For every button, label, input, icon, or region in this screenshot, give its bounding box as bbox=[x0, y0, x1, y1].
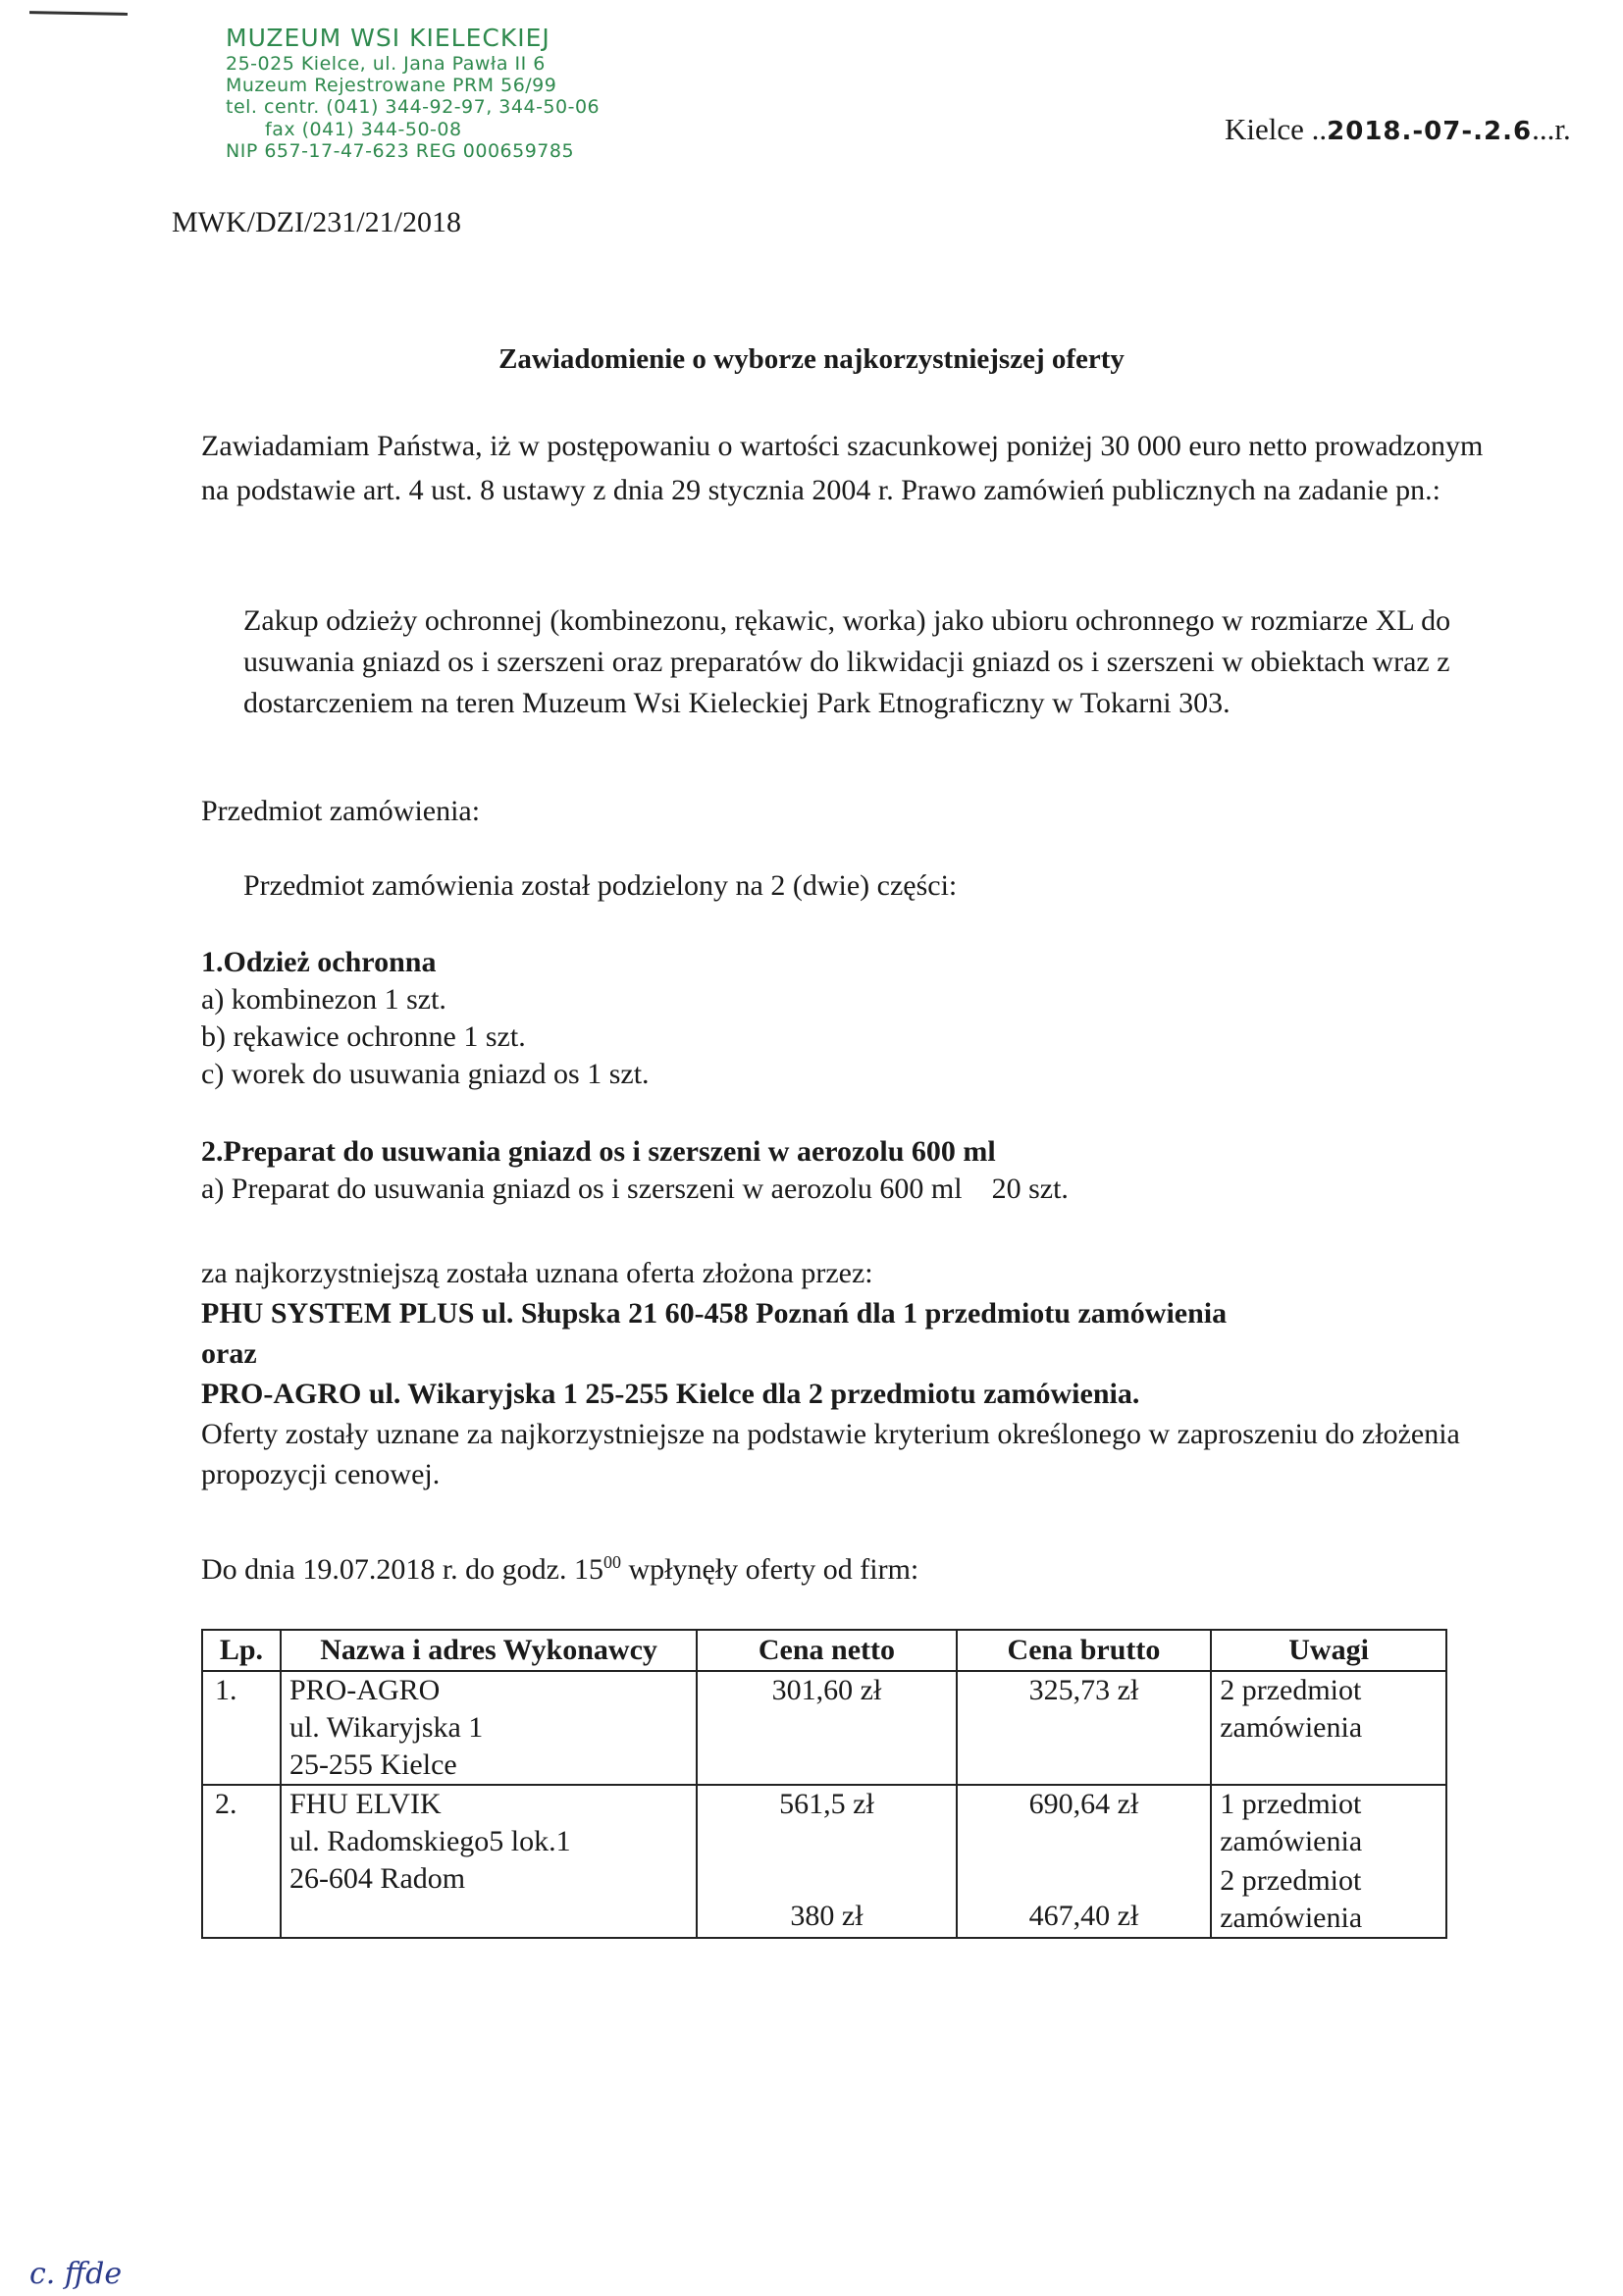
deadline-after: wpłynęły oferty od firm: bbox=[620, 1553, 919, 1586]
winner-and: oraz bbox=[201, 1337, 257, 1370]
header-lp: Lp. bbox=[202, 1630, 281, 1671]
reference-number: MWK/DZI/231/21/2018 bbox=[172, 206, 461, 238]
deadline-line bbox=[201, 1552, 918, 1587]
row-uwagi: 2 przedmiot zamówienia bbox=[1211, 1671, 1446, 1785]
contractor-name: PRO-AGRO bbox=[288, 1674, 441, 1706]
part-2 bbox=[201, 1133, 1069, 1208]
winner-section bbox=[201, 1253, 1496, 1494]
row-netto: 301,60 zł bbox=[697, 1671, 956, 1785]
table-header-row bbox=[202, 1630, 1446, 1671]
remark-2: 2 przedmiot zamówienia bbox=[1220, 1864, 1363, 1934]
document-date bbox=[1225, 112, 1571, 147]
winner-basis: Oferty zostały uznane za najkorzystniejsze na podstawie kryterium określonego w zaproszeniu do złożenia propozycji cenowej. bbox=[201, 1418, 1460, 1490]
deadline-minutes: 00 bbox=[602, 1552, 621, 1572]
scan-mark bbox=[29, 11, 128, 16]
price-brutto-1: 690,64 zł bbox=[1028, 1788, 1139, 1820]
row-lp: 2. bbox=[202, 1785, 281, 1938]
header-name: Nazwa i adres Wykonawcy bbox=[281, 1630, 697, 1671]
row-netto bbox=[697, 1785, 956, 1938]
price-netto-2: 380 zł bbox=[790, 1900, 864, 1932]
offers-table bbox=[201, 1629, 1447, 1939]
subject-heading: Przedmiot zamówienia: bbox=[201, 795, 481, 827]
contractor-street: ul. Radomskiego5 lok.1 bbox=[288, 1825, 571, 1857]
row-uwagi bbox=[1211, 1785, 1446, 1938]
stamp-line: tel. centr. (041) 344-92-97, 344-50-06 bbox=[226, 96, 601, 119]
document-title: Zawiadomienie o wyborze najkorzystniejszej oferty bbox=[498, 343, 1125, 375]
row-brutto bbox=[957, 1785, 1212, 1938]
task-description: Zakup odzieży ochronnej (kombinezonu, rękawic, worka) jako ubioru ochronnego w rozmiarze XL do usuwania gniazd os i szerszeni oraz preparatów do likwidacji gniazd os i szerszeni w obiektach wraz z dostarczeniem na teren Muzeum Wsi Kieleckiej Park Etnograficzny w Tokarni 303. bbox=[243, 604, 1451, 719]
table-row bbox=[202, 1671, 1446, 1785]
contractor-name: FHU ELVIK bbox=[288, 1788, 442, 1820]
stamp-title: MUZEUM WSI KIELECKIEJ bbox=[226, 24, 550, 52]
winner-intro: za najkorzystniejszą została uznana oferta złożona przez: bbox=[201, 1257, 873, 1289]
header-netto: Cena netto bbox=[697, 1630, 956, 1671]
winner-first: PHU SYSTEM PLUS ul. Słupska 21 60-458 Poznań dla 1 przedmiotu zamówienia bbox=[201, 1297, 1228, 1330]
date-suffix: ...r. bbox=[1532, 112, 1571, 146]
contractor-city: 26-604 Radom bbox=[288, 1862, 466, 1895]
part-1-item: a) kombinezon 1 szt. bbox=[201, 983, 446, 1016]
contractor-city: 25-255 Kielce bbox=[288, 1748, 457, 1781]
part-1 bbox=[201, 944, 650, 1093]
row-brutto: 325,73 zł bbox=[957, 1671, 1212, 1785]
subject-split: Przedmiot zamówienia został podzielony na 2 (dwie) części: bbox=[243, 869, 958, 902]
part-2-item: a) Preparat do usuwania gniazd os i szerszeni w aerozolu 600 ml 20 szt. bbox=[201, 1173, 1069, 1205]
stamp-line: fax (041) 344-50-08 bbox=[265, 118, 462, 140]
stamp-line: 25-025 Kielce, ul. Jana Pawła II 6 bbox=[226, 52, 546, 75]
remark-1: 1 przedmiot zamówienia bbox=[1220, 1788, 1363, 1857]
price-brutto-2: 467,40 zł bbox=[1028, 1900, 1139, 1932]
price-netto-1: 561,5 zł bbox=[779, 1788, 874, 1820]
intro-paragraph: Zawiadamiam Państwa, iż w postępowaniu o wartości szacunkowej poniżej 30 000 euro netto prowadzonym na podstawie art. 4 ust. 8 ustawy z dnia 29 stycznia 2004 r. Prawo zamówień publicznych na zadanie pn.: bbox=[201, 430, 1484, 506]
part-1-item: b) rękawice ochronne 1 szt. bbox=[201, 1020, 526, 1053]
header-brutto: Cena brutto bbox=[957, 1630, 1212, 1671]
stamp-line: Muzeum Rejestrowane PRM 56/99 bbox=[226, 74, 557, 96]
museum-stamp bbox=[226, 24, 638, 163]
date-prefix: Kielce .. bbox=[1225, 112, 1328, 146]
row-lp: 1. bbox=[202, 1671, 281, 1785]
date-value: 2018.-07-.2.6 bbox=[1327, 117, 1533, 146]
contractor-street: ul. Wikaryjska 1 bbox=[288, 1711, 484, 1744]
table-row bbox=[202, 1785, 1446, 1938]
part-1-item: c) worek do usuwania gniazd os 1 szt. bbox=[201, 1058, 650, 1090]
row-contractor bbox=[281, 1671, 697, 1785]
row-contractor bbox=[281, 1785, 697, 1938]
stamp-line: NIP 657-17-47-623 REG 000659785 bbox=[226, 140, 575, 163]
header-uwagi: Uwagi bbox=[1211, 1630, 1446, 1671]
deadline-text: Do dnia 19.07.2018 r. do godz. 15 bbox=[201, 1553, 603, 1586]
part-1-heading: 1.Odzież ochronna bbox=[201, 946, 437, 978]
winner-second: PRO-AGRO ul. Wikaryjska 1 25-255 Kielce dla 2 przedmiotu zamówienia. bbox=[201, 1378, 1140, 1410]
handwritten-initials: c. ffde bbox=[29, 2257, 123, 2291]
part-2-heading: 2.Preparat do usuwania gniazd os i szerszeni w aerozolu 600 ml bbox=[201, 1135, 996, 1168]
